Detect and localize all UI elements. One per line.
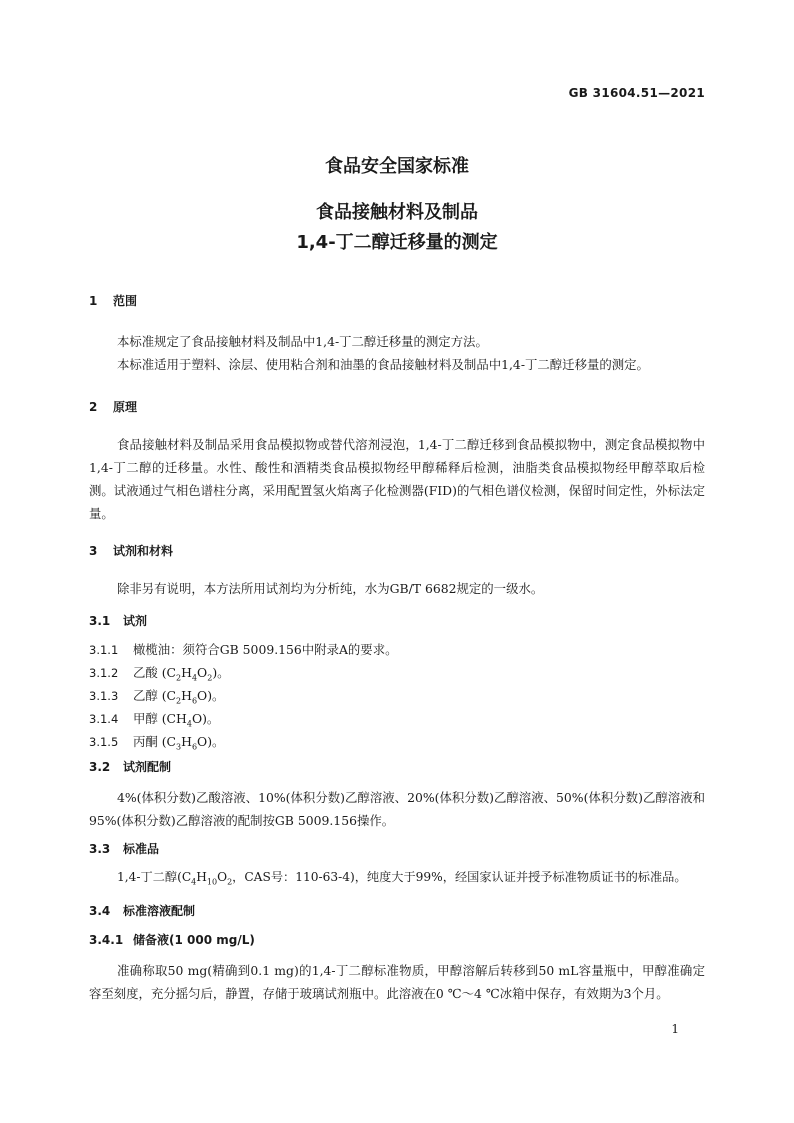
section-title: 范围 (113, 294, 138, 308)
item-text: H (181, 688, 192, 703)
section-number: 1 (89, 294, 98, 308)
subscript: 4 (191, 877, 197, 887)
document-title: 食品安全国家标准 (325, 156, 469, 177)
reagent-item (89, 640, 397, 658)
document-subtitle-2: 1,4-丁二醇迁移量的测定 (296, 232, 498, 253)
subscript: 10 (206, 877, 218, 887)
item-text: 乙醇 (C (133, 688, 177, 703)
item-text: 丙酮 (C (133, 734, 177, 749)
item-number: 3.1.2 (89, 666, 119, 680)
section-number: 3.3 (89, 842, 111, 856)
section-title: 储备液(1 000 mg/L) (133, 933, 255, 947)
subsection-heading-3-4-1 (89, 931, 255, 948)
item-text: 橄榄油：须符合GB 5009.156中附录A的要求。 (133, 642, 398, 657)
subsection-heading-3-2 (89, 758, 171, 775)
subscript: 2 (176, 696, 182, 706)
item-text: O)。 (191, 711, 220, 726)
paragraph: 食品接触材料及制品采用食品模拟物或替代溶剂浸泡，1,4-丁二醇迁移到食品模拟物中，测定食品模拟物中1,4-丁二醇的迁移量。水性、酸性和酒精类食品模拟物经甲醇稀释后检测，油脂类食品模拟物经甲醇萃取后检测。试液通过气相色谱柱分离，采用配置氢火焰离子化检测器(FID)的气相色谱仪检测，保留时间定性，外标法定量。 (89, 437, 705, 521)
section-title: 试剂 (123, 614, 148, 628)
item-number: 3.1.1 (89, 643, 119, 657)
section-number: 3.4 (89, 904, 111, 918)
section-title: 试剂配制 (123, 760, 172, 774)
section-number: 2 (89, 400, 98, 414)
section-number: 3.1 (89, 614, 111, 628)
item-text: H (196, 870, 207, 884)
section-heading-2 (89, 398, 137, 415)
reagent-item (89, 686, 224, 705)
item-text: )。 (212, 665, 230, 680)
subscript: 2 (176, 673, 182, 683)
item-text: H (181, 734, 192, 749)
subsection-heading-3-4 (89, 902, 195, 919)
item-text: 甲醇 (CH (133, 711, 187, 726)
subscript: 6 (191, 696, 198, 706)
page-number: 1 (671, 1022, 679, 1036)
subscript: 4 (186, 719, 192, 729)
section-number: 3.4.1 (89, 933, 124, 947)
subsection-heading-3-3 (89, 840, 159, 857)
reagent-item (89, 709, 219, 728)
reagent-item (89, 663, 230, 682)
item-number: 3.1.5 (89, 735, 119, 749)
paragraph (117, 868, 687, 886)
item-text: O (217, 870, 228, 884)
section-title: 标准品 (123, 842, 160, 856)
section-heading-3 (89, 542, 173, 559)
item-text: 1,4-丁二醇(C (117, 870, 192, 884)
section-title: 标准溶液配制 (123, 904, 196, 918)
item-text: 乙酸 (C (133, 665, 177, 680)
section-number: 3 (89, 544, 98, 558)
item-text: O)。 (197, 688, 225, 703)
paragraph: 除非另有说明，本方法所用试剂均为分析纯，水为GB/T 6682规定的一级水。 (117, 581, 544, 596)
section-title: 原理 (113, 400, 138, 414)
reagent-item (89, 732, 224, 751)
item-text: O (197, 665, 208, 680)
section-heading-1 (89, 292, 137, 309)
item-number: 3.1.4 (89, 712, 119, 726)
paragraph: 4%(体积分数)乙酸溶液、10%(体积分数)乙醇溶液、20%(体积分数)乙醇溶液、50%(体积分数)乙醇溶液和95%(体积分数)乙醇溶液的配制按GB 5009.156操作。 (89, 790, 705, 828)
item-text: ，CAS号：110-63-4)，纯度大于99%，经国家认证并授予标准物质证书的标准品。 (232, 870, 687, 884)
paragraph: 准确称取50 mg(精确到0.1 mg)的1,4-丁二醇标准物质，甲醇溶解后转移到50 mL容量瓶中，甲醇准确定容至刻度，充分摇匀后，静置，存储于玻璃试剂瓶中。此溶液在0 ℃～4 ℃冰箱中保存，有效期为3个月。 (89, 963, 705, 1001)
subscript: 3 (176, 742, 182, 752)
paragraph: 本标准适用于塑料、涂层、使用粘合剂和油墨的食品接触材料及制品中1,4-丁二醇迁移量的测定。 (117, 357, 649, 372)
standard-number: GB 31604.51—2021 (568, 86, 705, 100)
section-title: 试剂和材料 (113, 544, 174, 558)
subscript: 6 (191, 742, 198, 752)
subsection-heading-3-1 (89, 612, 147, 629)
paragraph: 本标准规定了食品接触材料及制品中1,4-丁二醇迁移量的测定方法。 (117, 334, 488, 349)
item-number: 3.1.3 (89, 689, 119, 703)
subscript: 2 (227, 877, 233, 887)
subscript: 2 (207, 673, 213, 683)
item-text: O)。 (197, 734, 225, 749)
subscript: 4 (191, 673, 198, 683)
section-number: 3.2 (89, 760, 111, 774)
item-text: H (181, 665, 192, 680)
document-subtitle: 食品接触材料及制品 (316, 202, 478, 223)
